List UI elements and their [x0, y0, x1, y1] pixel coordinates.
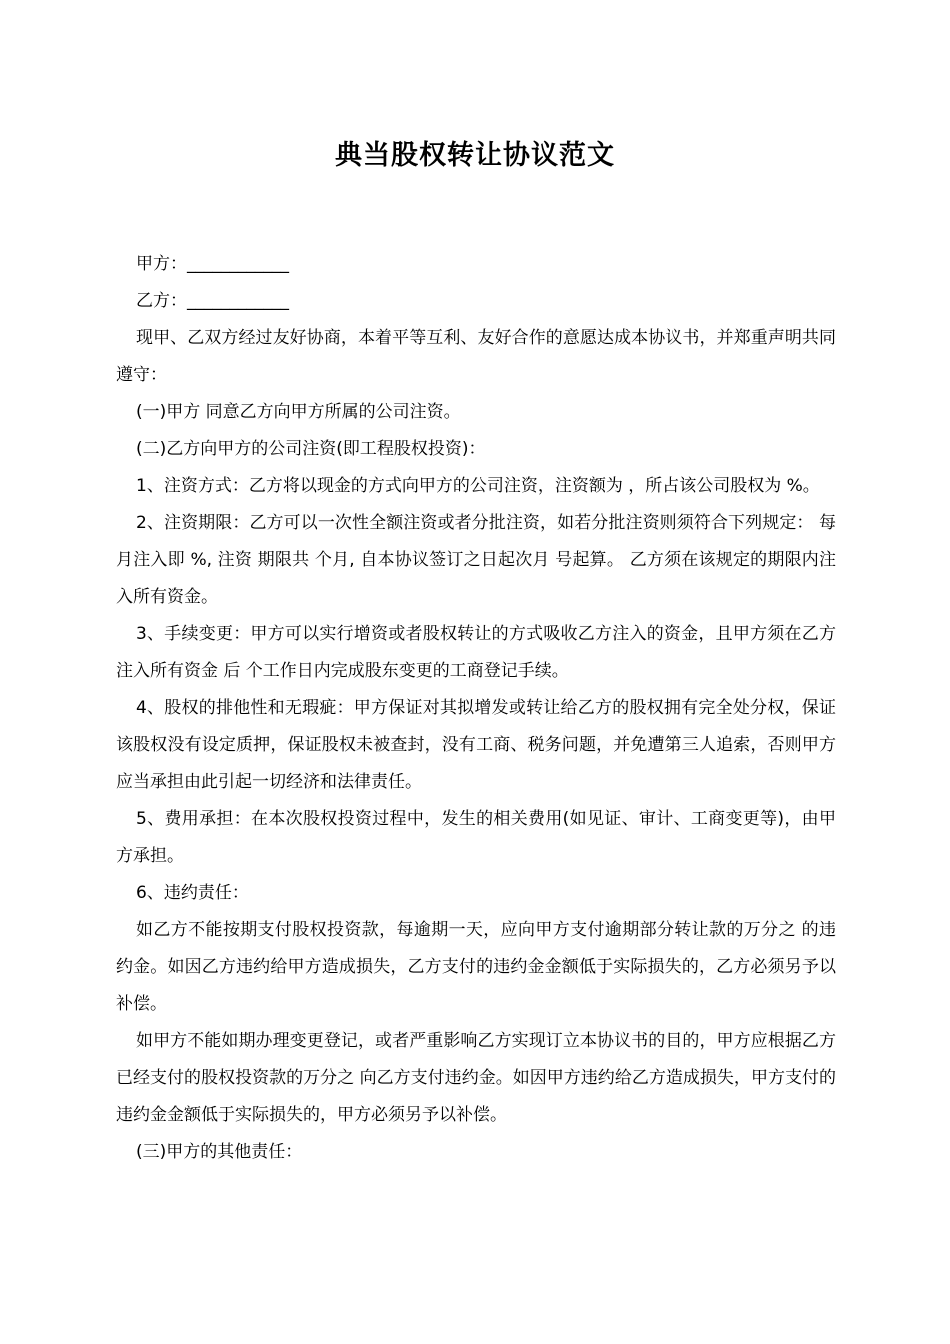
document-title: 典当股权转让协议范文: [335, 140, 615, 171]
clause-5-paragraph: 5、费用承担：在本次股权投资过程中，发生的相关费用(如见证、审计、工商变更等)，由甲方承担。: [116, 809, 836, 866]
section-1-paragraph: (一)甲方 同意乙方向甲方所属的公司注资。: [136, 402, 461, 422]
party-b-line: 乙方：____________: [136, 291, 289, 311]
party-a-default-paragraph: 如甲方不能如期办理变更登记，或者严重影响乙方实现订立本协议书的目的，甲方应根据乙方已经支付的股权投资款的万分之 向乙方支付违约金。如因甲方违约给乙方造成损失，甲方支付的违约金金额低于实际损失的，甲方必须另予以补偿。: [116, 1031, 836, 1125]
clause-1-paragraph: 1、注资方式：乙方将以现金的方式向甲方的公司注资，注资额为 ，所占该公司股权为 %。: [136, 476, 820, 496]
section-3-heading: (三)甲方的其他责任：: [136, 1142, 303, 1162]
document-body: [116, 246, 836, 1171]
clause-4-paragraph: 4、股权的排他性和无瑕疵：甲方保证对其拟增发或转让给乙方的股权拥有完全处分权，保证该股权没有设定质押，保证股权未被查封，没有工商、税务问题，并免遭第三人追索，否则甲方应当承担由此引起一切经济和法律责任。: [116, 698, 836, 792]
clause-2-paragraph: 2、注资期限：乙方可以一次性全额注资或者分批注资，如若分批注资则须符合下列规定： 每月注入即 %, 注资 期限共 个月, 自本协议签订之日起次月 号起算。 乙方须在该规定的期限内注入所有资金。: [116, 513, 836, 607]
clause-3-paragraph: 3、手续变更：甲方可以实行增资或者股权转让的方式吸收乙方注入的资金，且甲方须在乙方注入所有资金 后 个工作日内完成股东变更的工商登记手续。: [116, 624, 836, 681]
section-2-heading: (二)乙方向甲方的公司注资(即工程股权投资)：: [136, 439, 486, 459]
clause-6-heading: 6、违约责任：: [136, 883, 249, 903]
preamble-paragraph: 现甲、乙双方经过友好协商，本着平等互利、友好合作的意愿达成本协议书，并郑重声明共同遵守：: [116, 328, 836, 385]
party-a-line: 甲方：____________: [136, 254, 289, 274]
party-b-default-paragraph: 如乙方不能按期支付股权投资款，每逾期一天，应向甲方支付逾期部分转让款的万分之 的违约金。如因乙方违约给甲方造成损失，乙方支付的违约金金额低于实际损失的，乙方必须另予以补偿。: [116, 920, 836, 1014]
